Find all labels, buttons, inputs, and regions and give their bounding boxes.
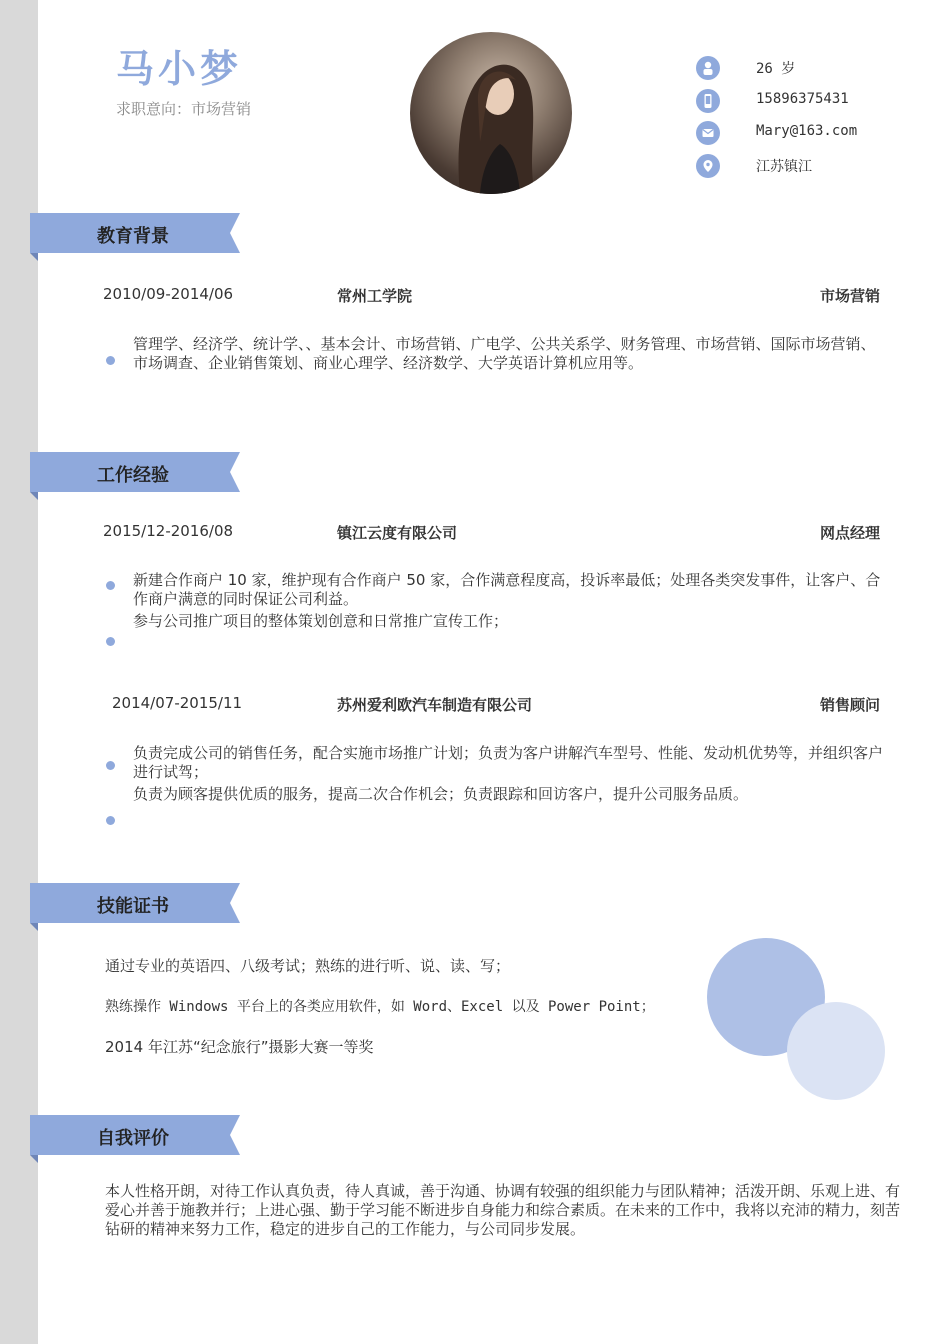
- skill-item-1: 通过专业的英语四、八级考试；熟练的进行听、说、读、写；: [105, 957, 511, 975]
- job-2-role: 销售顾问: [819, 696, 880, 714]
- job-1-role: 网点经理: [819, 524, 880, 542]
- age-text: 26 岁: [756, 61, 796, 77]
- decorative-circle-small: [787, 1002, 885, 1100]
- work-title: 工作经验: [97, 465, 169, 486]
- job-1-duty-2: 参与公司推广项目的整体策划创意和日常推广宣传工作；: [133, 612, 509, 630]
- bullet-dot: [106, 761, 115, 770]
- bullet-dot: [106, 816, 115, 825]
- self-eval-title: 自我评价: [97, 1128, 169, 1149]
- self-eval-section-header: [30, 1115, 240, 1155]
- self-eval-text: 本人性格开朗，对待工作认真负责，待人真诚，善于沟通、协调有较强的组织能力与团队精神；活泼开朗、乐观上进、有爱心并善于施教并行；上进心强、勤于学习能不断进步自身能力和综合素质。在未来的工作中，我将以充沛的精力，刻苦钻研的精神来努力工作，稳定的进步自己的工作能力，与公司同步发展。: [105, 1182, 901, 1238]
- person-icon: [696, 56, 720, 80]
- education-courses: 管理学、经济学、统计学、、基本会计、市场营销、广电学、公共关系学、财务管理、市场营销、国际市场营销、市场调查、企业销售策划、商业心理学、经济数学、大学英语计算机应用等。: [133, 335, 876, 372]
- work-section-header: [30, 452, 240, 492]
- objective-value: 市场营销: [191, 100, 252, 118]
- job-1-duty-1: 新建合作商户 10 家，维护现有合作商户 50 家，合作满意程度高，投诉率最低；处理各类突发事件，让客户、合作商户满意的同时保证公司利益。: [133, 571, 881, 608]
- education-major: 市场营销: [819, 287, 880, 305]
- job-1-date: 2015/12-2016/08: [103, 522, 234, 540]
- skill-item-3: 2014 年江苏“纪念旅行”摄影大赛一等奖: [105, 1038, 374, 1056]
- location-icon: [696, 154, 720, 178]
- portrait-illustration: [410, 32, 572, 194]
- education-title: 教育背景: [97, 226, 169, 247]
- education-school: 常州工学院: [337, 287, 413, 305]
- candidate-name: 马小梦: [116, 47, 243, 91]
- objective-label: 求职意向：: [116, 100, 192, 118]
- bullet-dot: [106, 356, 115, 365]
- skill-item-2: 熟练操作 Windows 平台上的各类应用软件，如 Word、Excel 以及 Power Point；: [105, 999, 655, 1015]
- email-text: Mary@163.com: [756, 123, 858, 139]
- mail-icon: [696, 121, 720, 145]
- education-date: 2010/09-2014/06: [103, 285, 234, 303]
- job-objective: [116, 98, 251, 119]
- location-text: 江苏镇江: [756, 159, 812, 175]
- job-2-company: 苏州爱利欧汽车制造有限公司: [337, 696, 533, 714]
- job-2-date: 2014/07-2015/11: [112, 694, 243, 712]
- skills-section-header: [30, 883, 240, 923]
- phone-icon: [696, 89, 720, 113]
- profile-photo: [410, 32, 572, 194]
- bullet-dot: [106, 581, 115, 590]
- job-2-duty-1: 负责完成公司的销售任务，配合实施市场推广计划；负责为客户讲解汽车型号、性能、发动机优势等，并组织客户进行试驾；: [133, 744, 884, 781]
- job-2-duty-2: 负责为顾客提供优质的服务，提高二次合作机会；负责跟踪和回访客户，提升公司服务品质。: [133, 785, 749, 803]
- job-1-company: 镇江云度有限公司: [337, 524, 458, 542]
- skills-title: 技能证书: [97, 896, 169, 917]
- education-section-header: [30, 213, 240, 253]
- phone-text: 15896375431: [756, 91, 849, 107]
- bullet-dot: [106, 637, 115, 646]
